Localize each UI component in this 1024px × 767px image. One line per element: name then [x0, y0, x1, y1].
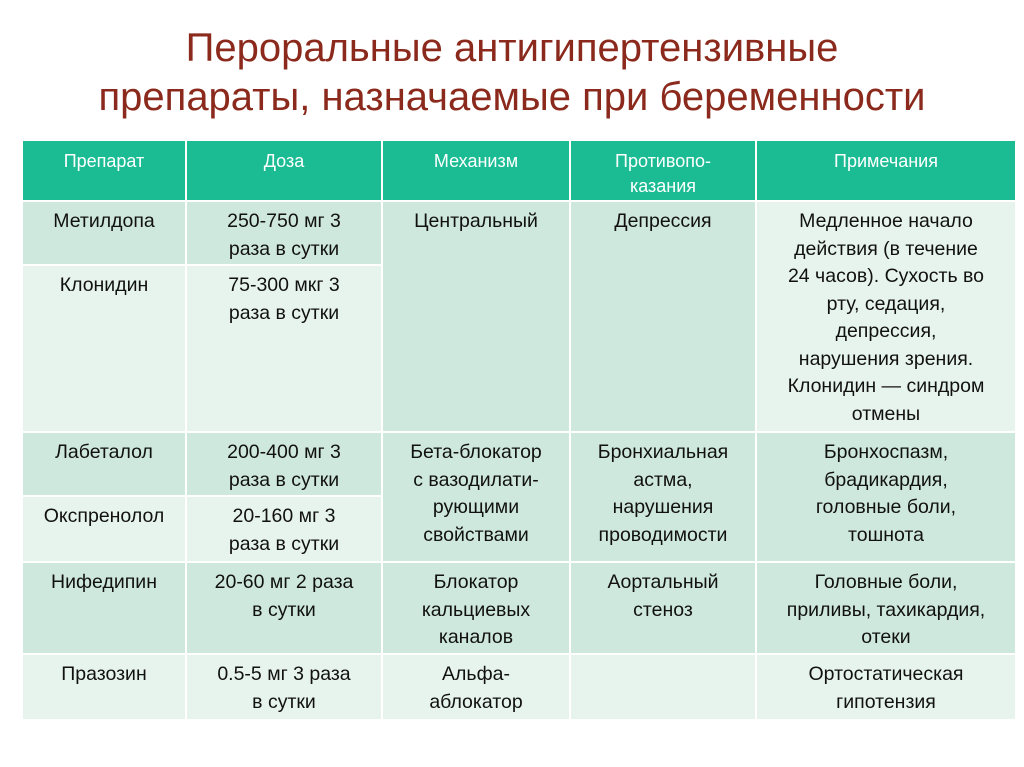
header-mechanism: Механизм	[382, 140, 570, 201]
cell-mechanism-beta: Бета-блокатор с вазодилати- рующими свойствами	[382, 432, 570, 562]
cell-contra-beta: Бронхиальная астма, нарушения проводимости	[570, 432, 756, 562]
cell-dose-methyldopa: 250-750 мг 3 раза в сутки	[186, 201, 382, 265]
cell-drug-prazosin: Празозин	[22, 654, 186, 720]
cell-dose-oxprenolol: 20-160 мг 3 раза в сутки	[186, 496, 382, 562]
header-contraindications: Противопо- казания	[570, 140, 756, 201]
header-drug: Препарат	[22, 140, 186, 201]
cell-notes-central: Медленное начало действия (в течение 24 часов). Сухость во рту, седация, депрессия, нарушения зрения. Клонидин — синдром отмены	[756, 201, 1016, 432]
drugs-table	[21, 139, 1017, 721]
header-notes: Примечания	[756, 140, 1016, 201]
table-header-row	[22, 140, 1016, 201]
cell-contra-prazosin	[570, 654, 756, 720]
cell-dose-prazosin: 0.5-5 мг 3 раза в сутки	[186, 654, 382, 720]
cell-mechanism-central: Центральный	[382, 201, 570, 432]
cell-mechanism-prazosin: Альфа- аблокатор	[382, 654, 570, 720]
header-dose: Доза	[186, 140, 382, 201]
table-row	[22, 201, 1016, 265]
table-row	[22, 432, 1016, 496]
cell-mechanism-nifedipine: Блокатор кальциевых каналов	[382, 562, 570, 654]
cell-drug-clonidine: Клонидин	[22, 265, 186, 432]
cell-dose-labetalol: 200-400 мг 3 раза в сутки	[186, 432, 382, 496]
cell-notes-beta: Бронхоспазм, брадикардия, головные боли, тошнота	[756, 432, 1016, 562]
cell-drug-methyldopa: Метилдопа	[22, 201, 186, 265]
slide-title	[0, 24, 1024, 122]
table-row	[22, 562, 1016, 654]
cell-drug-nifedipine: Нифедипин	[22, 562, 186, 654]
table-row	[22, 654, 1016, 720]
cell-notes-nifedipine: Головные боли, приливы, тахикардия, отеки	[756, 562, 1016, 654]
cell-dose-clonidine: 75-300 мкг 3 раза в сутки	[186, 265, 382, 432]
slide-title-line-1: Пероральные антигипертензивные	[185, 26, 839, 70]
cell-drug-labetalol: Лабеталол	[22, 432, 186, 496]
cell-drug-oxprenolol: Окспренолол	[22, 496, 186, 562]
cell-contra-nifedipine: Аортальный стеноз	[570, 562, 756, 654]
cell-dose-nifedipine: 20-60 мг 2 раза в сутки	[186, 562, 382, 654]
cell-contra-central: Депрессия	[570, 201, 756, 432]
slide-title-line-2: препараты, назначаемые при беременности	[98, 75, 926, 119]
cell-notes-prazosin: Ортостатическая гипотензия	[756, 654, 1016, 720]
